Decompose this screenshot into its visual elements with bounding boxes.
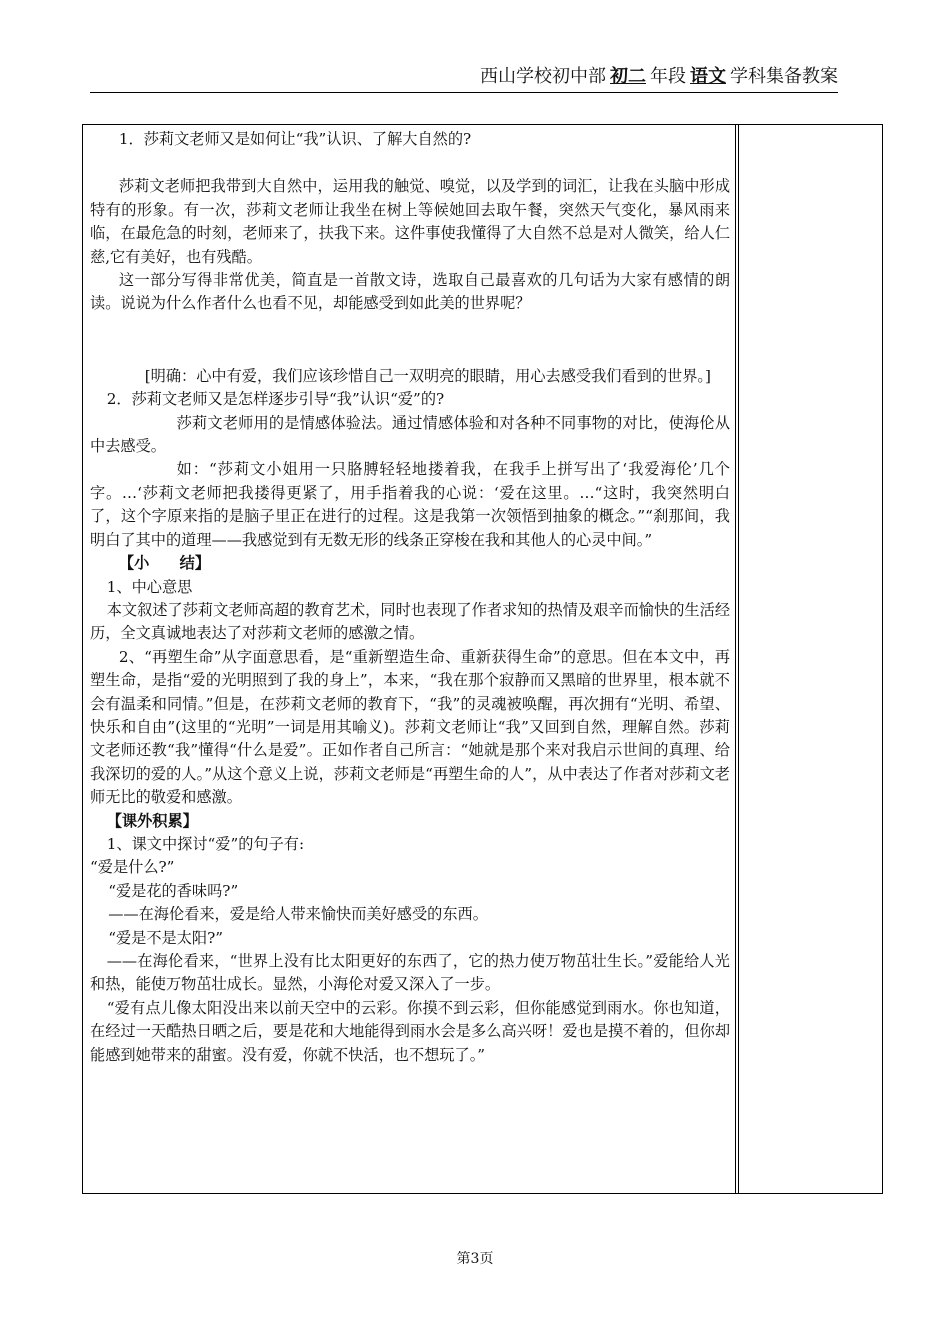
summary-1-title: 1、中心意思 [106,577,193,596]
question-2: 2．莎莉文老师又是怎样逐步引导“我”认识“爱”的? [106,390,445,409]
clarification: [明确：心中有爱，我们应该珍惜自己一双明亮的眼睛，用心去感受我们看到的世界。] [144,366,711,385]
answer-1-reading-task: 这一部分写得非常优美，简直是一首散文诗，选取自己最喜欢的几句话为大家有感情的朗读。说说为什么作者什么也看不见，却能感受到如此美的世界呢？ [90,271,730,313]
summary-1-text: 本文叙述了莎莉文老师高超的教育艺术，同时也表现了作者求知的热情及艰辛而愉快的生活经历，全文真诚地表达了对莎莉文老师的感激之情。 [90,600,730,643]
header-subject: 语文 [690,66,726,87]
header-grade-suffix: 年段 [650,66,686,87]
header-grade: 初二 [610,66,646,87]
column-divider [735,124,736,1194]
extra-quote: “爱是花的香味吗?” [108,881,239,900]
extra-quote: “爱有点儿像太阳没出来以前天空中的云彩。你摸不到云彩，但你能感觉到雨水。你也知道，在经过一天酷热日晒之后，要是花和大地能得到雨水会是多么高兴呀！爱也是摸不着的，但你却能感到她带来的甜蜜。没有爱，你就不快活，也不想玩了。” [90,998,730,1064]
header-school: 西山学校初中部 [480,66,606,87]
header-rule [90,92,838,93]
summary-heading: 【小 结】 [118,554,210,573]
header-subject-suffix: 学科集备教案 [730,66,838,87]
page-number: 第3页 [456,1251,494,1267]
page-header [90,66,838,90]
extra-quote: “爱是什么?” [90,858,175,877]
answer-1: 莎莉文老师把我带到大自然中，运用我的触觉、嗅觉，以及学到的词汇，让我在头脑中形成特有的形象。有一次，莎莉文老师让我坐在树上等候她回去取午餐，突然天气变化，暴风雨来临，在最危急的时刻，老师来了，扶我下来。这件事使我懂得了大自然不总是对人微笑，给人仁慈,它有美好，也有残酷。 [90,177,730,266]
lesson-content [90,128,730,1067]
answer-2: 莎莉文老师用的是情感体验法。通过情感体验和对各种不同事物的对比，使海伦从中去感受。 [90,413,730,456]
extra-answer: ——在海伦看来，“世界上没有比太阳更好的东西了，它的热力使万物茁壮生长。”爱能给人光和热，能使万物茁壮成长。显然，小海伦对爱又深入了一步。 [90,952,730,994]
extra-answer: ——在海伦看来，爱是给人带来愉快而美好感受的东西。 [108,905,488,924]
answer-2-example: 如：“莎莉文小姐用一只胳膊轻轻地搂着我，在我手上拼写出了‘我爱海伦’几个字。…‘莎莉文老师把我搂得更紧了，用手指着我的心说：‘爱在这里。…“这时，我突然明白了，这个字原来指的是脑子里正在进行的过程。这是我第一次领悟到抽象的概念。”“刹那间，我明白了其中的道理——我感觉到有无数无形的线条正穿梭在我和其他人的心灵中间。” [90,460,730,549]
column-divider-double [738,124,739,1194]
extra-1-title: 1、课文中探讨“爱”的句子有: [106,834,305,853]
extra-heading: 【课外积累】 [106,811,198,830]
question-1: 1．莎莉文老师又是如何让“我”认识、了解大自然的? [118,130,472,148]
extra-quote: “爱是不是太阳?” [108,928,224,947]
summary-2-text: 2、“再塑生命”从字面意思看，是“重新塑造生命、重新获得生命”的意思。但在本文中，再塑生命，是指“爱的光明照到了我的身上”，本来，“我在那个寂静而又黑暗的世界里，根本就不会有温柔和同情。”但是，在莎莉文老师的教育下，“我”的灵魂被唤醒，再次拥有“光明、希望、快乐和自由”(这里的“光明”一词是用其喻义)。莎莉文老师让“我”又回到自然，理解自然。莎莉文老师还教“我”懂得“什么是爱”。正如作者自己所言：“她就是那个来对我启示世间的真理、给我深切的爱的人。”从这个意义上说，莎莉文老师是“再塑生命的人”，从中表达了作者对莎莉文老师无比的敬爱和感激。 [90,647,730,807]
